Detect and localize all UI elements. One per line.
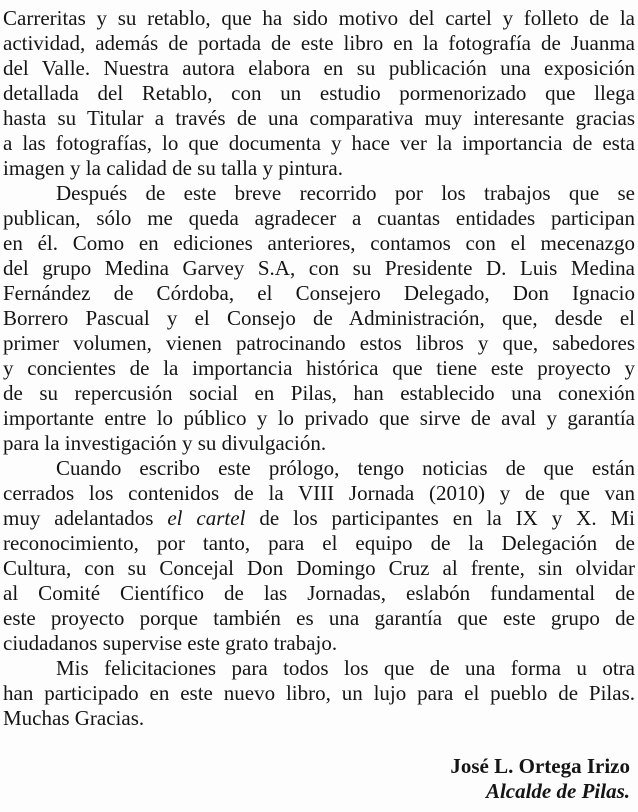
text-line <box>3 31 635 56</box>
italic-text-segment: el cartel <box>167 506 246 530</box>
text-segment: han participado en este nuevo libro, un lujo para el pueblo de Pilas. <box>3 681 635 705</box>
text-segment: muy adelantados <box>3 506 168 530</box>
signature-name: José L. Ortega Irizo <box>450 754 630 778</box>
text-line <box>3 556 635 581</box>
text-segment: Muchas Gracias. <box>3 706 145 730</box>
text-line <box>3 331 635 356</box>
text-line <box>3 406 635 431</box>
text-line <box>3 456 635 481</box>
text-line <box>3 656 635 681</box>
text-line <box>3 606 635 631</box>
text-line <box>3 431 635 456</box>
text-segment: de su repercusión social en Pilas, han establecido una conexión <box>3 381 635 405</box>
text-segment: del grupo Medina Garvey S.A, con su Presidente D. Luis Medina <box>3 256 635 280</box>
text-segment: de los participantes en la IX y X. Mi <box>245 506 635 530</box>
text-segment: y concientes de la importancia histórica que tiene este proyecto y <box>3 356 635 380</box>
text-segment: Cuando escribo este prólogo, tengo noticias de que están <box>56 456 635 480</box>
text-line <box>3 481 635 506</box>
text-segment: ciudadanos supervise este grato trabajo. <box>3 631 338 655</box>
text-line <box>3 181 635 206</box>
text-segment: reconocimiento, por tanto, para el equipo de la Delegación de <box>3 531 635 555</box>
text-line <box>3 56 635 81</box>
text-segment: primer volumen, vienen patrocinando estos libros y que, sabedores <box>3 331 635 355</box>
text-line <box>3 706 635 731</box>
text-line <box>3 356 635 381</box>
text-segment: al Comité Científico de las Jornadas, eslabón fundamental de <box>3 581 635 605</box>
text-segment: a las fotografías, lo que documenta y hace ver la importancia de esta <box>3 131 635 155</box>
signature-block <box>3 754 635 804</box>
text-line <box>3 131 635 156</box>
text-line <box>3 506 635 531</box>
text-line <box>3 581 635 606</box>
text-segment: en él. Como en ediciones anteriores, contamos con el mecenazgo <box>3 231 635 255</box>
text-line <box>3 231 635 256</box>
document-body <box>3 6 635 731</box>
text-line <box>3 281 635 306</box>
text-line <box>3 306 635 331</box>
text-line <box>3 206 635 231</box>
text-segment: para la investigación y su divulgación. <box>3 431 327 455</box>
text-line <box>3 81 635 106</box>
text-line <box>3 106 635 131</box>
text-segment: Mis felicitaciones para todos los que de una forma u otra <box>56 656 635 680</box>
text-segment: Carreritas y su retablo, que ha sido motivo del cartel y folleto de la <box>3 6 635 30</box>
text-line <box>3 6 635 31</box>
text-segment: Borrero Pascual y el Consejo de Administración, que, desde el <box>3 306 635 330</box>
text-line <box>3 531 635 556</box>
text-segment: publican, sólo me queda agradecer a cuantas entidades participan <box>3 206 635 230</box>
text-segment: actividad, además de portada de este libro en la fotografía de Juanma <box>3 31 635 55</box>
text-line <box>3 681 635 706</box>
signature-title: Alcalde de Pilas. <box>485 779 630 803</box>
text-line <box>3 381 635 406</box>
text-segment: del Valle. Nuestra autora elabora en su publicación una exposición <box>3 56 635 80</box>
text-segment: importante entre lo público y lo privado que sirve de aval y garantía <box>3 406 635 430</box>
text-segment: cerrados los contenidos de la VIII Jornada (2010) y de que van <box>3 481 635 505</box>
text-segment: detallada del Retablo, con un estudio pormenorizado que llega <box>3 81 635 105</box>
text-line <box>3 156 635 181</box>
text-segment: Después de este breve recorrido por los trabajos que se <box>56 181 635 205</box>
text-segment: hasta su Titular a través de una comparativa muy interesante gracias <box>3 106 635 130</box>
text-line <box>3 631 635 656</box>
text-segment: imagen y la calidad de su talla y pintura. <box>3 156 343 180</box>
text-segment: Fernández de Córdoba, el Consejero Delegado, Don Ignacio <box>3 281 635 305</box>
text-line <box>3 256 635 281</box>
text-segment: este proyecto porque también es una garantía que este grupo de <box>3 606 635 630</box>
text-segment: Cultura, con su Concejal Don Domingo Cruz al frente, sin olvidar <box>3 556 635 580</box>
